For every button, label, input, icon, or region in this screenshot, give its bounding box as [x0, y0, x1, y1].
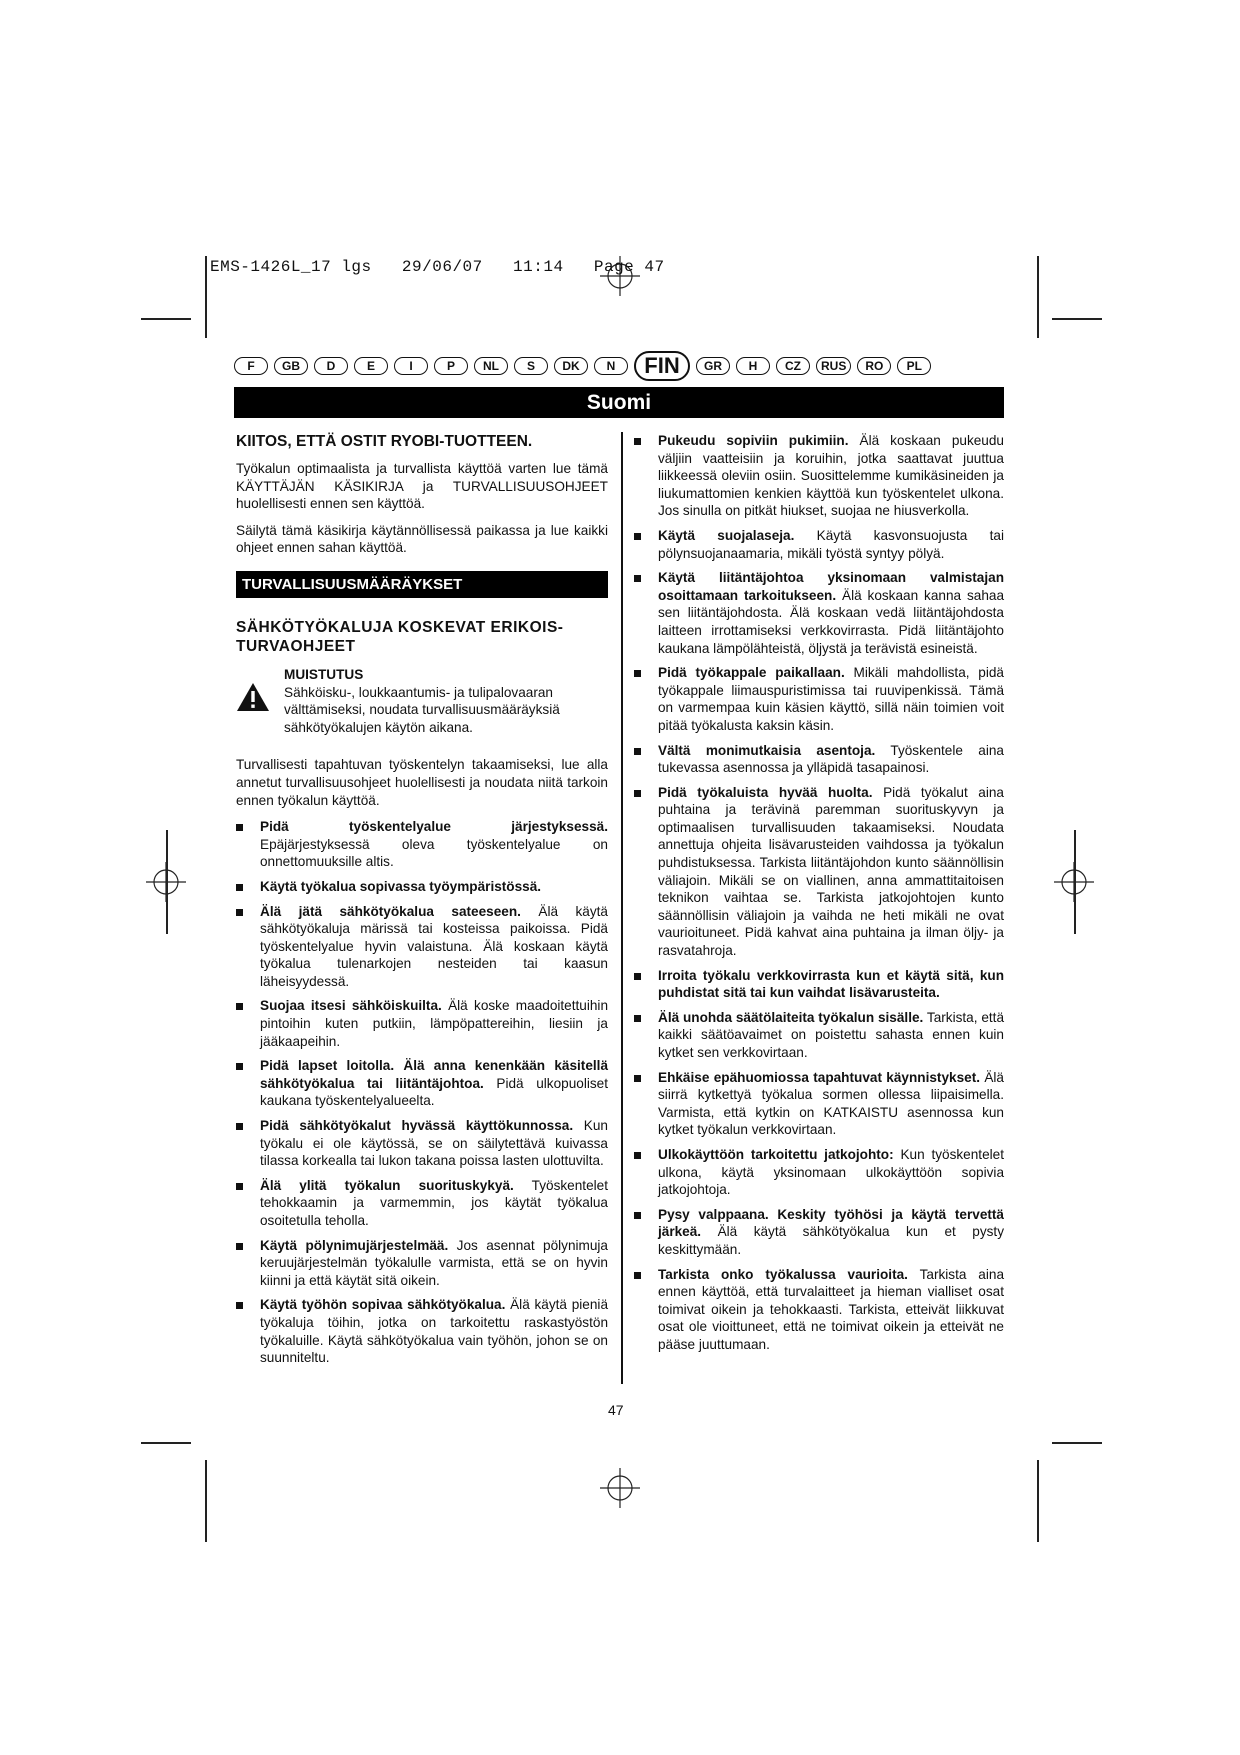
language-tab-cz[interactable]: CZ: [776, 357, 810, 375]
bullet-square-icon: [236, 1063, 243, 1070]
language-tab-d[interactable]: D: [314, 357, 348, 375]
crop-mark: [1037, 256, 1039, 338]
bullet-square-icon: [634, 1212, 641, 1219]
right-column: [634, 432, 1004, 1361]
warning-box: [236, 666, 608, 736]
list-item: [634, 664, 1004, 734]
language-tab-f[interactable]: F: [234, 357, 268, 375]
left-column: [236, 432, 608, 1374]
list-item: [634, 967, 1004, 1002]
list-item: [634, 784, 1004, 960]
item-text: Älä käytä sähkötyökalua kun et pysty keskittymään.: [658, 1224, 1004, 1257]
list-item: [236, 1296, 608, 1366]
item-title: Käytä työhön sopivaa sähkötyökalua.: [260, 1297, 506, 1313]
list-item: [634, 432, 1004, 520]
bullet-square-icon: [634, 670, 641, 677]
item-text: Mikäli mahdollista, pidä työkappale liimauspuristimissa tai ruuvipenkissä. Tämä on varmempaa kuin käsien käyttö, sillä näin toimien voit pitää työkalusta kaksin käsin.: [658, 665, 1004, 733]
language-tab-ro[interactable]: RO: [857, 357, 891, 375]
item-text: Epäjärjestyksessä oleva työskentelyalue on onnettomuuksille altis.: [260, 836, 608, 870]
page-title: Suomi: [234, 387, 1004, 418]
item-title: Käytä liitäntäjohtoa yksinomaan valmistajan osoittamaan tarkoitukseen.: [658, 570, 1004, 603]
item-title: Käytä työkalua sopivassa työympäristössä.: [260, 878, 542, 894]
intro-paragraph-2: Säilytä tämä käsikirja käytännöllisessä paikassa ja lue kaikki ohjeet ennen sahan käyttöä.: [236, 522, 608, 556]
item-title: Käytä pölynimujärjestelmää.: [260, 1237, 449, 1253]
item-text: Työskentele aina tukevassa asennossa ja ylläpidä tasapainosi.: [658, 742, 1004, 776]
item-title: Pidä lapset loitolla. Älä anna kenenkään käsitellä sähkötyökalua tai liitäntäjohtoa.: [260, 1058, 608, 1091]
language-tab-gr[interactable]: GR: [696, 357, 730, 375]
language-tab-n[interactable]: N: [594, 357, 628, 375]
thanks-heading: KIITOS, ETTÄ OSTIT RYOBI-TUOTTEEN.: [236, 433, 533, 450]
item-text: Kun työskentelet ulkona, käytä yksinomaan ulkokäyttöön sopivia jatkojohtoja.: [658, 1146, 1004, 1198]
bullet-square-icon: [634, 1075, 641, 1082]
item-title: Käytä suojalaseja.: [658, 527, 795, 543]
language-tab-dk[interactable]: DK: [554, 357, 588, 375]
item-title: Pidä työskentelyalue järjestyksessä.: [260, 819, 608, 835]
language-tab-fin[interactable]: FIN: [634, 351, 690, 381]
list-item: [236, 1177, 608, 1230]
crop-mark: [141, 1442, 191, 1444]
right-safety-list: [634, 432, 1004, 1354]
item-title: Ehkäise epähuomiossa tapahtuvat käynnistykset.: [658, 1069, 980, 1085]
bullet-square-icon: [634, 790, 641, 797]
crop-mark: [1074, 830, 1076, 934]
registration-mark-icon: [600, 1468, 640, 1508]
list-item: [236, 903, 608, 991]
list-item: [634, 1266, 1004, 1354]
warning-triangle-icon: [236, 666, 274, 736]
item-title: Pidä työkappale paikallaan.: [658, 665, 845, 681]
bullet-square-icon: [634, 748, 641, 755]
bullet-square-icon: [634, 1015, 641, 1022]
item-text: Pidä työkalut aina puhtaina ja terävinä paremman suorituskyvyn ja optimaalisen turvallisuuden takaamiseksi. Noudata annettuja ohjeita lisävarusteiden vaihdossa ja työkalun puhdistuksessa. Tarkista liitäntäjohdon kunto säännöllisin väliajoin. Mikäli se on viallinen, anna ammattitaitoisen teknikon vaihtaa se. Tarkista jatkojohtojen kunto säännöllisin väliajoin ja vaihda ne heti mikäli ne ovat vaurioituneet. Pidä kahvat aina puhtaina ja ilman öljy- ja rasvatahroja.: [658, 784, 1004, 959]
language-tab-s[interactable]: S: [514, 357, 548, 375]
list-item: [634, 527, 1004, 562]
list-item: [634, 1009, 1004, 1062]
safety-paragraph: Turvallisesti tapahtuvan työskentelyn takaamiseksi, lue alla annetut turvallisuusohjeet huolellisesti ja noudata niitä tarkoin ennen työkalun käyttöä.: [236, 757, 608, 808]
list-item: [236, 997, 608, 1050]
item-text: Älä koske maadoitettuihin pintoihin kuten putkiin, lämpöpattereihin, liesiin ja jääkaapeihin.: [260, 998, 609, 1049]
item-title: Älä ylitä työkalun suorituskykyä.: [260, 1177, 514, 1193]
item-text: Kun työkalu ei ole käytössä, se on säilytettävä kuivassa tilassa korkealla tai lukon takana poissa lasten ulottuvilta.: [260, 1118, 608, 1169]
language-tab-i[interactable]: I: [394, 357, 428, 375]
item-text: Älä koskaan pukeudu väljiin vaatteisiin ja koruihin, jotka saattavat juuttua liikkeessä oleviin osiin. Suosittelemme kumikäsineiden ja liukumattomien kenkien käyttöä kun työskentelet ulkona. Jos sinulla on pitkät hiukset, suojaa ne hiusverkolla.: [658, 433, 1004, 519]
bullet-square-icon: [236, 1003, 243, 1010]
crop-mark: [1037, 1460, 1039, 1542]
language-tab-e[interactable]: E: [354, 357, 388, 375]
intro-paragraph-1: Työkalun optimaalista ja turvallista käyttöä varten lue tämä KÄYTTÄJÄN KÄSIKIRJA ja TURVALLISUUSOHJEET huolellisesti ennen sen käyttöä.: [236, 461, 608, 512]
item-title: Pidä sähkötyökalut hyvässä käyttökunnossa.: [260, 1118, 574, 1134]
language-tab-gb[interactable]: GB: [274, 357, 308, 375]
bullet-square-icon: [634, 973, 641, 980]
item-text: Älä käytä sähkötyökaluja märissä tai kosteissa paikoissa. Pidä työskentelyalue hyvin valaistuna. Älä koskaan käytä työkalua tulenarkojen nesteiden tai kaasun läheisyydessä.: [260, 903, 608, 989]
item-text: Jos asennat pölynimuja keruujärjestelmän työkalulle varmista, että se on hyvin kiinni ja että käytät sitä oikein.: [260, 1237, 608, 1288]
item-text: Älä koskaan kanna sahaa sen liitäntäjohdosta. Älä koskaan vedä liitäntäjohdosta laitteen irrottamiseksi verkkovirrasta. Pidä liitäntäjohto kaukana lämpölähteistä, öljystä ja terävistä esineistä.: [658, 587, 1004, 656]
list-item: [236, 1117, 608, 1170]
bullet-square-icon: [236, 884, 243, 891]
bullet-square-icon: [634, 533, 641, 540]
item-title: Vältä monimutkaisia asentoja.: [658, 742, 876, 758]
item-text: Älä siirrä kytkettyä työkalua sormen ollessa liipaisimella. Varmista, että kytkin on KATKAISTU asennossa kun kytket työkalun verkkovirtaan.: [658, 1069, 1004, 1138]
bullet-square-icon: [236, 1243, 243, 1250]
warning-title: MUISTUTUS: [284, 666, 364, 682]
list-item: [236, 878, 608, 896]
language-tab-pl[interactable]: PL: [897, 357, 931, 375]
list-item: [236, 1057, 608, 1110]
crop-mark: [1052, 1442, 1102, 1444]
list-item: [236, 1237, 608, 1290]
item-title: Irroita työkalu verkkovirrasta kun et käytä sitä, kun puhdistat sitä tai kun vaihdat lisävarusteita.: [658, 967, 1004, 1001]
item-text: Tarkista aina ennen käyttöä, että turvalaitteet ja hieman vialliset osat toimivat oikein ja tehokkaasti. Tarkista, etteivät liikkuvat osat ole vioittuneet, että ne toimivat oikein ja etteivät ne pääse juuttumaan.: [658, 1266, 1005, 1352]
bullet-square-icon: [236, 1183, 243, 1190]
page-number: 47: [608, 1402, 624, 1418]
bullet-square-icon: [634, 1152, 641, 1159]
item-title: Pidä työkaluista hyvää huolta.: [658, 784, 873, 800]
list-item: [634, 569, 1004, 657]
crop-mark: [1052, 318, 1102, 320]
list-item: [634, 1069, 1004, 1139]
language-bar: [234, 349, 1004, 383]
item-title: Tarkista onko työkalussa vaurioita.: [658, 1266, 908, 1282]
bullet-square-icon: [236, 1302, 243, 1309]
crop-mark: [141, 318, 191, 320]
item-text: Käytä kasvonsuojusta tai pölynsuojanaamaria, mikäli työstä syntyy pölyä.: [658, 527, 1004, 561]
bullet-square-icon: [634, 575, 641, 582]
warning-text: Sähköisku-, loukkaantumis- ja tulipalovaaran välttämiseksi, noudata turvallisuusmääräyksiä sähkötyökalujen käytön aikana.: [284, 684, 560, 735]
section-title: TURVALLISUUSMÄÄRÄYKSET: [236, 571, 608, 598]
print-slug: EMS-1426L_17 lgs 29/06/07 11:14 Page 47: [210, 258, 665, 276]
bullet-square-icon: [236, 909, 243, 916]
crop-mark: [205, 256, 207, 338]
item-text: Tarkista, että kaikki säätöavaimet on poistettu sahasta ennen kuin kytket sen verkkovirtaan.: [658, 1009, 1004, 1060]
language-tab-h[interactable]: H: [736, 357, 770, 375]
item-title: Älä unohda säätölaiteita työkalun sisälle.: [658, 1009, 924, 1025]
crop-mark: [205, 1460, 207, 1542]
left-safety-list: [236, 818, 608, 1367]
item-text: Työskentelet tehokkaamin ja varmemmin, jos käytät työkalua osoitetulla teholla.: [260, 1177, 608, 1228]
bullet-square-icon: [634, 438, 641, 445]
bullet-square-icon: [236, 1123, 243, 1130]
crop-mark: [166, 830, 168, 934]
bullet-square-icon: [634, 1272, 641, 1279]
list-item: [634, 1206, 1004, 1259]
item-title: Pukeudu sopiviin pukimiin.: [658, 433, 849, 448]
list-item: [236, 818, 608, 871]
item-text: Älä käytä pieniä työkaluja töihin, jotka on tarkoitettu raskastyöstön työkaluille. Käytä sähkötyökalua vain työhön, johon se on suunniteltu.: [260, 1297, 608, 1366]
item-title: Ulkokäyttöön tarkoitettu jatkojohto:: [658, 1146, 894, 1162]
subheading: SÄHKÖTYÖKALUJA KOSKEVAT ERIKOIS-TURVAOHJEET: [236, 618, 564, 655]
column-divider: [621, 432, 623, 1384]
language-tab-p[interactable]: P: [434, 357, 468, 375]
bullet-square-icon: [236, 824, 243, 831]
item-text: Pidä ulkopuoliset kaukana työskentelyalueelta.: [260, 1075, 608, 1109]
item-title: Suojaa itsesi sähköiskuilta.: [260, 998, 442, 1014]
list-item: [634, 1146, 1004, 1199]
language-tab-nl[interactable]: NL: [474, 357, 508, 375]
list-item: [634, 742, 1004, 777]
item-title: Pysy valppaana. Keskity työhösi ja käytä tervettä järkeä.: [658, 1206, 1004, 1240]
item-title: Älä jätä sähkötyökalua sateeseen.: [260, 903, 521, 919]
language-tab-rus[interactable]: RUS: [816, 357, 851, 375]
